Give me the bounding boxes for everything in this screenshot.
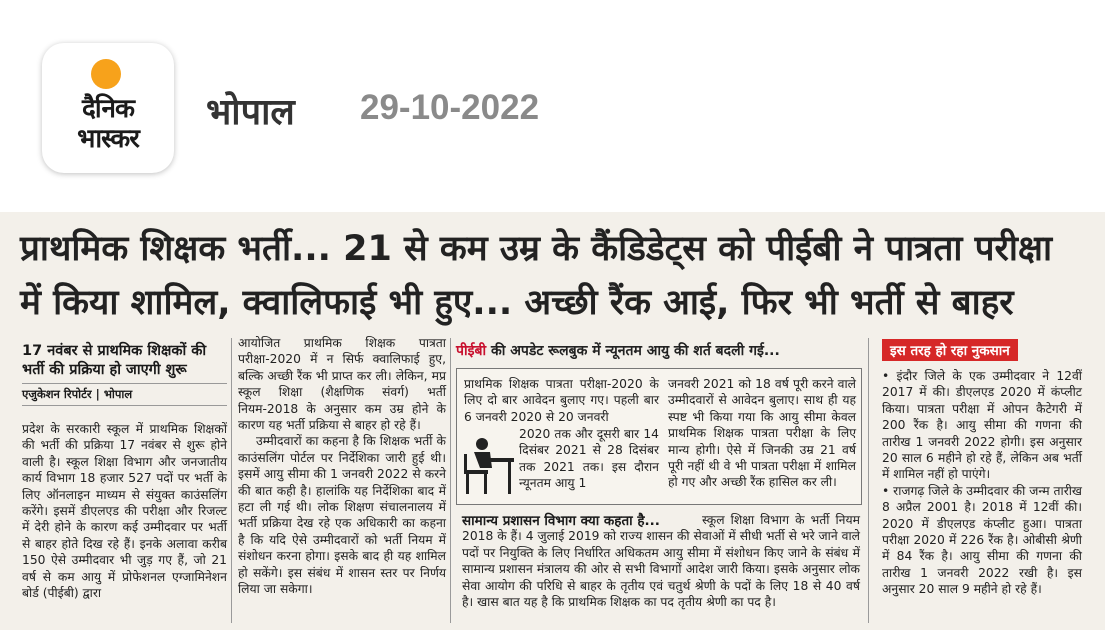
byline: एजुकेशन रिपोर्टर | भोपाल	[22, 383, 227, 406]
box-right-text: जनवरी 2021 को 18 वर्ष पूरी करने वाले उम्मीदवारों से आवेदन बुलाए। साथ ही यह स्पष्ट भी किया गया कि आयु सीमा केवल प्राथमिक शिक्षक पात्रता परीक्षा के लिए मान्य होगी। ऐसे में जिनकी उम्र 21 वर्ष पूरी नहीं थी वे भी पात्रता परीक्षा में शामिल हो गए और अच्छी रैंक हासिल कर ली।	[668, 377, 856, 490]
loss-text	[882, 368, 1082, 598]
box-title-text: की अपडेट रूलबुक में न्यूनतम आयु की शर्त बदली गई...	[486, 343, 780, 359]
gad-text: स्कूल शिक्षा विभाग के भर्ती नियम 2018 के हैं। 4 जुलाई 2019 को राज्य शासन की सेवाओं में सीधी भर्ती से भरे जाने वाले पदों पर नियुक्ति के लिए निर्धारित अधिकतम आयु सीमा में संशोधन किए जाने के संबंध में सामान्य प्रशासन मंत्रालय की ओर से सभी विभागों आदेश जारी किया। इसके अनुसार लोक सेवा आयोग की परिधि से बाहर के तृतीय एवं चतुर्थ श्रेणी के पदों के लिए 18 से 40 वर्ष है। खास बात यह है कि प्राथमिक शिक्षक का पद तृतीय श्रेणी का पद है।	[462, 513, 860, 610]
box-left-text-continued: 2020 तक और दूसरी बार 14 दिसंबर 2021 से 28 दिसंबर तक 2021 तक। इस दौरान न्यूनतम आयु 1	[519, 427, 659, 491]
column1-text: प्रदेश के सरकारी स्कूल में प्राथमिक शिक्षकों की भर्ती की प्रक्रिया 17 नवंबर से शुरू होने वाली है। स्कूल शिक्षा विभाग और जनजातीय कार्य विभाग 18 हजार 527 पदों पर भर्ती के लिए ऑनलाइन माध्यम से संयुक्त काउंसलिंग करेंगे। इसमें डीएलएड की परीक्षा और रिजल्ट में देरी होने के कारण कई उम्मीदवार पर भर्ती से बाहर होते दिख रहे हैं। इनके अलावा करीब 150 ऐसे उम्मीदवार भी जुड़ गए हैं, जो 21 वर्ष से कम आयु में प्रोफेशनल एग्जामिनेशन बोर्ड (पीईबी) द्वारा	[22, 422, 227, 601]
loss-case-1: • इंदौर जिले के एक उम्मीदवार ने 12वीं 2017 में की। डीएलएड 2020 में कंप्लीट किया। पात्रता परीक्षा में ओपन कैटेगरी में 200 रैंक है। आयु सीमा की गणना की तारीख 1 जनवरी 2022 होगी। इस अनुसार 20 साल 6 महीने हो रहे हैं, लेकिन अब भर्ती में शामिल नहीं हो पाएंगे।	[882, 369, 1082, 482]
logo-text-line1: दैनिक	[82, 94, 134, 124]
city-label: भोपाल	[206, 92, 295, 133]
column-divider	[868, 338, 869, 623]
box-title-highlight: पीईबी	[456, 343, 487, 359]
sun-icon	[91, 59, 121, 89]
headline-line1: प्राथमिक शिक्षक भर्ती... 21 से कम उम्र के कैंडिडेट्स को पीईबी ने पात्रता परीक्षा	[20, 229, 1053, 269]
loss-case-2: • राजगढ़ जिले के उम्मीदवार की जन्म तारीख 8 अप्रैल 2001 है। 2018 में 12वीं की। 2020 में डीएलएड कंप्लीट हुआ। पात्रता परीक्षा 2020 में 226 रैंक है। ओबीसी श्रेणी में 84 रैंक है। आयु सीमा की गणना की तारीख 1 जनवरी 2022 रखी है। इस अनुसार 20 साल 9 महीने हो रहे हैं।	[882, 483, 1082, 597]
box-title	[456, 341, 864, 360]
logo-text-line2: भास्कर	[77, 124, 139, 154]
dainik-bhaskar-logo[interactable]	[42, 43, 174, 173]
column-divider	[231, 338, 232, 623]
main-headline	[20, 222, 1095, 330]
student-at-desk-icon	[462, 434, 516, 496]
loss-section-title: इस तरह हो रहा नुकसान	[882, 339, 1018, 361]
column-divider	[450, 338, 451, 623]
column2-paragraph2: उम्मीदवारों का कहना है कि शिक्षक भर्ती के काउंसलिंग पोर्टल पर निर्देशिका जारी हुई थी। इसमें आयु सीमा की 1 जनवरी 2022 से करने की बात कही है। हालांकि यह निर्देशिका बाद में हटा ली गई थी। लोक शिक्षण संचालनालय में भर्ती प्रक्रिया देख रहे एक अधिकारी का कहना है कि यदि ऐसे उम्मीदवारों को भर्ती नियम में संशोधन करना होगा। इसके बाद ही यह शामिल हो सकेंगे। इस संबंध में शासन स्तर पर निर्णय लिया जा सकेगा।	[238, 434, 446, 597]
box-left-text: प्राथमिक शिक्षक पात्रता परीक्षा-2020 के लिए दो बार आवेदन बुलाए गए। पहली बार 6 जनवरी 2020 से 20 जनवरी	[464, 377, 659, 424]
column2-paragraph1: आयोजित प्राथमिक शिक्षक पात्रता परीक्षा-2020 में न सिर्फ क्वालिफाई हुए, बल्कि अच्छी रैंक भी प्राप्त कर ली। लेकिन, मप्र स्कूल शिक्षा (शैक्षणिक संवर्ग) भर्ती नियम-2018 के अनुसार कम उम्र होने के कारण यह भर्ती प्रक्रिया से बाहर हो रहे हैं।	[238, 336, 446, 433]
edition-date: 29-10-2022	[360, 88, 540, 127]
page-header	[0, 0, 1105, 210]
headline-line2: में किया शामिल, क्वालिफाई भी हुए... अच्छी रैंक आई, फिर भी भर्ती से बाहर	[20, 283, 1014, 323]
gad-heading: सामान्य प्रशासन विभाग क्या कहता है...	[462, 513, 660, 529]
column2-text	[238, 335, 446, 598]
column1-subheading: 17 नवंबर से प्राथमिक शिक्षकों की भर्ती की प्रक्रिया हो जाएगी शुरू	[22, 343, 207, 378]
